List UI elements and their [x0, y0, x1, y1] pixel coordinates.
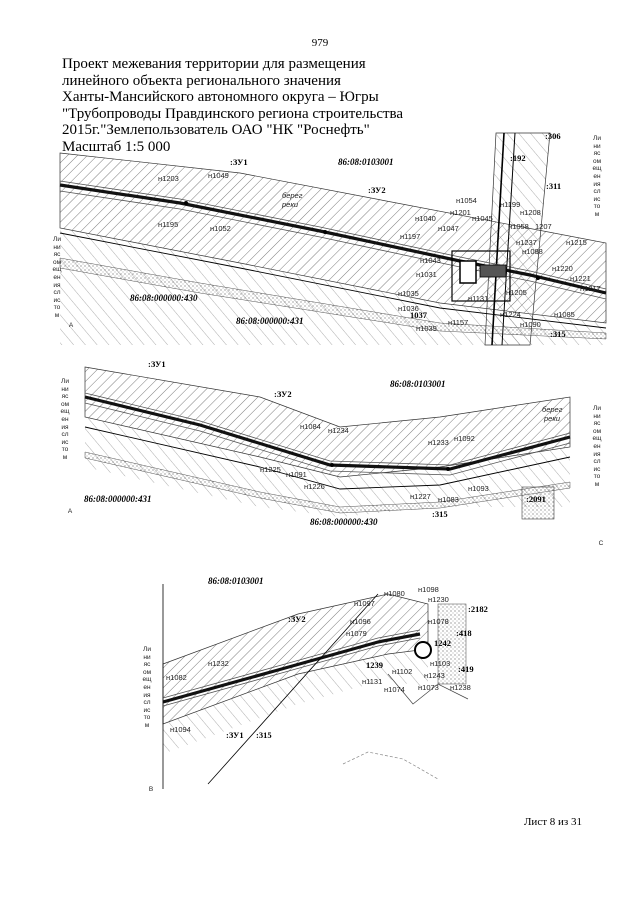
side-sheet-letter: А [68, 322, 74, 329]
point-label: н1220 [552, 264, 573, 273]
side-legend-text: Ли ни яс ом ещ ен ия сл ис то м [592, 135, 602, 218]
point-label: н1102 [392, 667, 413, 676]
point-label: н1217 [580, 284, 601, 293]
river-bank-label: реки [282, 200, 299, 209]
point-label: н1082 [166, 673, 187, 682]
point-label: н1078 [428, 617, 449, 626]
river-bank-label: берег [542, 405, 563, 414]
parcel-label: :192 [510, 153, 526, 163]
title-line: Масштаб 1:5 000 [62, 138, 171, 155]
point-label: н1039 [416, 324, 437, 333]
point-label: н1195 [158, 220, 179, 229]
point-label: 1207 [535, 222, 552, 231]
point-label: н1234 [328, 426, 349, 435]
sheet-number: Лист 8 из 31 [523, 816, 582, 828]
title-line: Ханты-Мансийского автономного округа – Югры [62, 89, 379, 105]
point-label: н1203 [158, 174, 179, 183]
parcel-label: :311 [546, 181, 562, 191]
point-label: н1088 [522, 247, 543, 256]
parcel-label: :315 [256, 730, 272, 740]
point-label: 1242 [434, 638, 451, 648]
point-label: н1238 [450, 683, 471, 692]
map-panel-1 [60, 133, 606, 345]
point-label: н1091 [286, 470, 307, 479]
cadastral-number: 86:08:000000:430 [130, 293, 198, 303]
point-label: н1096 [350, 617, 371, 626]
zone-label-zu1: :ЗУ1 [226, 730, 244, 740]
point-label: н1035 [398, 289, 419, 298]
zone-label-zu2: :ЗУ2 [368, 185, 386, 195]
point-label: н1227 [410, 492, 431, 501]
point-label: 1239 [366, 660, 383, 670]
point-label: н1093 [468, 484, 489, 493]
point-label: н1237 [516, 238, 537, 247]
point-label: н1199 [500, 200, 521, 209]
point-label: н1215 [566, 238, 587, 247]
side-sheet-letter: А [67, 508, 73, 515]
point-label: н1031 [416, 270, 437, 279]
parcel-label: :315 [432, 509, 448, 519]
parcel-label: :306 [545, 131, 561, 141]
parcel-label: :2182 [468, 604, 488, 614]
point-label: н1080 [384, 589, 405, 598]
point-label: н1090 [520, 320, 541, 329]
point-label: н1043 [420, 256, 441, 265]
point-label: н1083 [438, 495, 459, 504]
point-label: н1036 [398, 304, 419, 313]
point-label: н1049 [208, 171, 229, 180]
point-label: н1226 [304, 482, 325, 491]
side-legend-text: Ли ни яс ом ещ ен ия сл ис то м [592, 405, 602, 488]
cadastral-number: 86:08:000000:431 [236, 316, 304, 326]
side-sheet-letter: С [598, 540, 604, 547]
zone-label-zu2: :ЗУ2 [288, 614, 306, 624]
point-label: н1079 [346, 629, 367, 638]
point-label: н1205 [506, 288, 527, 297]
point-label: н1058 [508, 222, 529, 231]
title-line: 2015г."Землепользователь ОАО "НК "Роснефть" [62, 122, 370, 138]
point-label: 1037 [410, 310, 427, 320]
title-line: Проект межевания территории для размещения [62, 56, 366, 72]
map-panel-3 [138, 574, 488, 796]
page-number: 979 [311, 37, 329, 49]
cadastral-number: 86:08:000000:431 [84, 494, 152, 504]
side-legend-text: Ли ни яс ом ещ ен ия сл ис то м [142, 646, 152, 729]
point-label: н1201 [450, 208, 471, 217]
point-label: н1092 [454, 434, 475, 443]
junction-node [415, 642, 431, 658]
point-label: н1225 [260, 465, 281, 474]
point-label: н1131 [468, 294, 489, 303]
point-label: н1157 [448, 318, 469, 327]
point-label: н1230 [428, 595, 449, 604]
point-label: н1085 [554, 310, 575, 319]
point-label: н1040 [415, 214, 436, 223]
point-label: н1103 [430, 659, 451, 668]
parcel-label: :315 [550, 329, 566, 339]
point-label: н1208 [520, 208, 541, 217]
point-label: н1243 [424, 671, 445, 680]
cadastral-number: 86:08:000000:430 [310, 517, 378, 527]
zone-label-zu2: :ЗУ2 [274, 389, 292, 399]
map-panel-2 [60, 357, 606, 549]
parcel-label: :418 [456, 628, 472, 638]
parcel-label: :419 [458, 664, 474, 674]
zone-label-zu1: :ЗУ1 [148, 359, 166, 369]
side-legend-text: Ли ни яс ом ещ ен ия сл ис то м [60, 378, 70, 461]
point-label: н1221 [570, 274, 591, 283]
parcel-label: :2091 [526, 494, 546, 504]
cadastral-number: 86:08:0103001 [338, 157, 394, 167]
point-label: н1197 [400, 232, 421, 241]
point-label: н1094 [170, 725, 191, 734]
cadastral-number: 86:08:0103001 [390, 379, 446, 389]
cadastral-number: 86:08:0103001 [208, 576, 264, 586]
point-label: н1232 [208, 659, 229, 668]
side-legend-text: Ли ни яс ом ещ ен ия сл ис то м [52, 236, 62, 319]
point-label: н1074 [384, 685, 405, 694]
title-line: "Трубопроводы Правдинского региона строительства [62, 105, 404, 122]
point-label: н1098 [418, 585, 439, 594]
point-label: н1233 [428, 438, 449, 447]
point-label: н1131 [362, 677, 383, 686]
point-label: н1047 [438, 224, 459, 233]
point-label: н1073 [418, 683, 439, 692]
title-line: линейного объекта регионального значения [62, 72, 341, 89]
river-bank-label: берег [282, 191, 303, 200]
point-label: н1097 [354, 599, 375, 608]
point-label: н1054 [456, 196, 477, 205]
point-label: н1052 [210, 224, 231, 233]
point-label: н1084 [300, 422, 321, 431]
point-label: н1045 [472, 214, 493, 223]
river-bank-label: реки [544, 414, 561, 423]
side-sheet-letter: В [148, 786, 154, 793]
zone-label-zu1: :ЗУ1 [230, 157, 248, 167]
point-label: н1224 [500, 310, 521, 319]
